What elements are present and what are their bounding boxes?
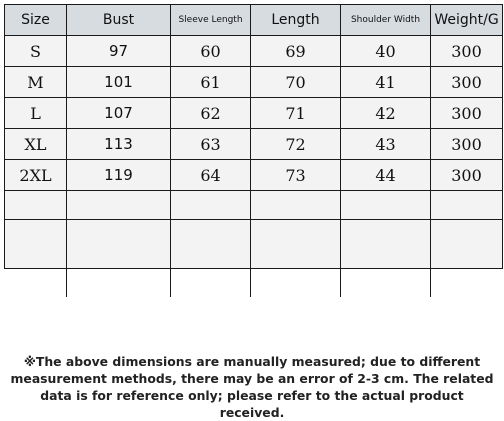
empty-cell	[431, 191, 503, 220]
empty-cell	[5, 220, 67, 269]
cell-shoulder-width: 40	[341, 36, 431, 67]
empty-cell	[171, 191, 251, 220]
table-header	[5, 5, 503, 36]
table-row	[5, 67, 503, 98]
table-row	[5, 98, 503, 129]
header-length: Length	[251, 5, 341, 36]
cell-weight: 300	[431, 160, 503, 191]
cell-bust: 119	[67, 160, 171, 191]
table-row	[5, 129, 503, 160]
cell-weight: 300	[431, 129, 503, 160]
cell-bust: 101	[67, 67, 171, 98]
empty-cell	[251, 220, 341, 269]
cell-weight: 300	[431, 98, 503, 129]
empty-cell	[67, 269, 171, 298]
cell-length: 71	[251, 98, 341, 129]
cell-size: S	[5, 36, 67, 67]
cell-size: 2XL	[5, 160, 67, 191]
cell-shoulder-width: 44	[341, 160, 431, 191]
empty-cell	[341, 220, 431, 269]
empty-cell	[341, 191, 431, 220]
header-size: Size	[5, 5, 67, 36]
header-shoulder-width: Shoulder Width	[341, 5, 431, 36]
empty-cell	[251, 191, 341, 220]
cell-size: XL	[5, 129, 67, 160]
measurement-note: ※The above dimensions are manually measured; due to different measurement methods, there may be an error of 2-3 cm. The related data is for reference only; please refer to the actual product received.	[10, 354, 494, 421]
empty-cell	[251, 269, 341, 298]
header-sleeve-length: Sleeve Length	[171, 5, 251, 36]
cell-length: 72	[251, 129, 341, 160]
empty-cell	[5, 191, 67, 220]
header-weight: Weight/G	[431, 5, 503, 36]
cell-length: 70	[251, 67, 341, 98]
empty-cell	[171, 220, 251, 269]
size-chart-table	[4, 4, 503, 297]
header-row	[5, 5, 503, 36]
empty-cell	[431, 220, 503, 269]
empty-row	[5, 269, 503, 298]
table-body	[5, 36, 503, 298]
cell-weight: 300	[431, 36, 503, 67]
empty-row	[5, 191, 503, 220]
table-row	[5, 160, 503, 191]
header-bust: Bust	[67, 5, 171, 36]
cell-sleeve-length: 61	[171, 67, 251, 98]
cell-bust: 113	[67, 129, 171, 160]
cell-sleeve-length: 60	[171, 36, 251, 67]
cell-sleeve-length: 64	[171, 160, 251, 191]
cell-length: 73	[251, 160, 341, 191]
cell-bust: 97	[67, 36, 171, 67]
cell-size: L	[5, 98, 67, 129]
table-row	[5, 36, 503, 67]
cell-size: M	[5, 67, 67, 98]
empty-row	[5, 220, 503, 269]
empty-cell	[67, 220, 171, 269]
cell-length: 69	[251, 36, 341, 67]
cell-shoulder-width: 41	[341, 67, 431, 98]
cell-sleeve-length: 63	[171, 129, 251, 160]
cell-bust: 107	[67, 98, 171, 129]
empty-cell	[171, 269, 251, 298]
empty-cell	[67, 191, 171, 220]
empty-cell	[431, 269, 503, 298]
cell-shoulder-width: 42	[341, 98, 431, 129]
cell-weight: 300	[431, 67, 503, 98]
empty-cell	[341, 269, 431, 298]
cell-shoulder-width: 43	[341, 129, 431, 160]
empty-cell	[5, 269, 67, 298]
cell-sleeve-length: 62	[171, 98, 251, 129]
